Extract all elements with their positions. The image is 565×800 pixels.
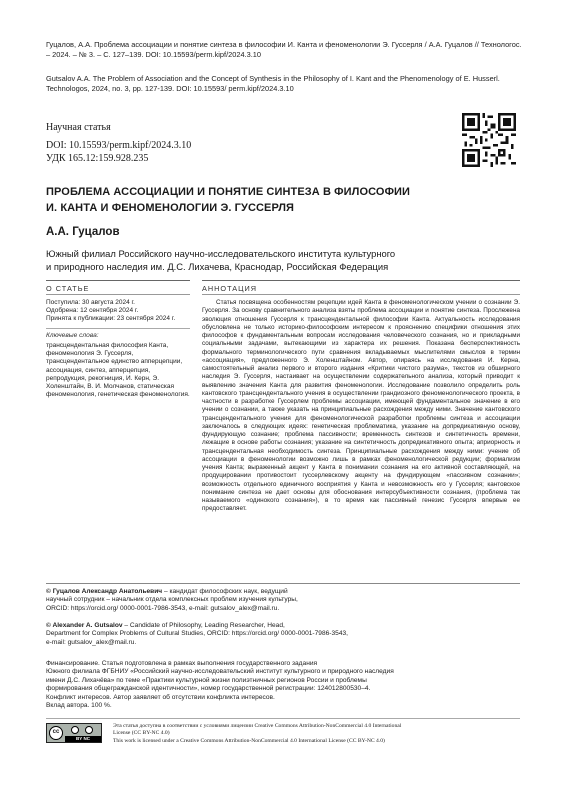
funding-block (46, 660, 520, 710)
cc-badge-circle (49, 726, 63, 740)
affiliation-line-1: Южный филиал Российского научно-исследовательского института культурного (46, 248, 396, 259)
cc-by-nc-badge-icon[interactable] (46, 723, 102, 743)
license-ru-line2: License (CC BY-NC 4.0) (113, 730, 170, 737)
nc-dollar-icon (85, 726, 93, 734)
keywords: трансцендентальная философия Канта, феноменология Э. Гуссерля, трансцендентальное единство апперцепции, ассоциация, синтез, апперцепция, репродукция, рекогниция, И. Керн, Э. Холенштайн, В. И. Молчанов, статическая феноменология, генетическая феноменология. (46, 342, 190, 399)
funding-line-1: Финансирование. Статья подготовлена в рамках выполнения государственного задания (46, 660, 318, 667)
cc-badge-text: BY NC (76, 736, 90, 741)
affiliation (46, 247, 516, 273)
license-text (113, 723, 523, 745)
person-icon (71, 726, 79, 734)
license-ru-line1: Эта статья доступна в соответствии с условиями лицензии Creative Commons Attribution-NonCommercial 4.0 International (113, 723, 402, 729)
license-rule (46, 718, 520, 719)
author-info-en-name: © Alexander A. Gutsalov (46, 622, 123, 629)
abstract-heading: АННОТАЦИЯ (202, 284, 258, 293)
conflict-of-interest: Конфликт интересов. Автор заявляет об отсутствии конфликта интересов. (46, 693, 275, 701)
citation-en: Gutsalov A.A. The Problem of Association and the Concept of Synthesis in the Philosophy of I. Kant and the Phenomenology of E. Husserl. Technologos, 2024, no. 3, pp. 127-139. DOI: 10.15593/ perm.kipf/2024.3.10 (46, 74, 500, 93)
dates-block (46, 299, 196, 324)
funding-line-4: формирования общегражданской идентичности», номер государственной регистрации: 124012800530–4. (46, 685, 371, 693)
author-info-en-line1: – Candidate of Philosophy, Leading Researcher, Head, (122, 622, 285, 629)
about-heading: О СТАТЬЕ (46, 284, 90, 293)
about-rule-2 (46, 294, 190, 295)
title-line-1: ПРОБЛЕМА АССОЦИАЦИИ И ПОНЯТИЕ СИНТЕЗА В ФИЛОСОФИИ (46, 186, 411, 198)
author-info-rule (46, 583, 520, 584)
title-line-2: И. КАНТА И ФЕНОМЕНОЛОГИИ Э. ГУССЕРЛЯ (46, 202, 295, 214)
author-name: А.А. Гуцалов (46, 226, 120, 238)
abstract-rule (202, 280, 520, 281)
accepted-date: Принята к публикации: 23 сентября 2024 г. (46, 315, 176, 323)
cc-badge-label: cc (52, 729, 60, 735)
author-info-en (46, 622, 520, 647)
funding-line-3: имени Д.С. Лихачёва» по теме «Практики культурной жизни полиэтничных регионов России и проблемы (46, 676, 367, 684)
funding-line-2: Южного филиала ФГБНИУ «Российский научно-исследовательский институт культурного и природного наследия (46, 668, 394, 676)
affiliation-line-2: и природного наследия им. Д.С. Лихачева, Краснодар, Российская Федерация (46, 261, 389, 272)
abstract (202, 299, 520, 514)
author-info-en-line2: Department for Complex Problems of Cultural Studies, ORCID: https://orcid.org/ 0000-0001-7986-3543, (46, 630, 348, 638)
citation-ru: Гуцалов, А.А. Проблема ассоциации и понятие синтеза в философии И. Канта и феноменологии Э. Гуссерля / А.А. Гуцалов // Технологос. – 2024. – № 3. – С. 127–139. DOI: 10.15593/perm.kipf/2024.3.10 (46, 40, 522, 59)
author-info-ru (46, 588, 520, 613)
about-rule (46, 280, 190, 281)
qr-code-icon (462, 113, 516, 167)
author-contribution: Вклад автора. 100 %. (46, 702, 112, 710)
doi[interactable]: DOI: 10.15593/perm.kipf/2024.3.10 (46, 140, 192, 151)
abstract-rule-2 (202, 294, 520, 295)
author-info-ru-line2: научный сотрудник – начальник отдела комплексных проблем изучения культуры, (46, 596, 298, 604)
article-type: Научная статья (46, 122, 111, 133)
dates-rule (46, 328, 190, 329)
received-date: Поступила: 30 августа 2024 г. (46, 299, 135, 306)
approved-date: Одобрена: 12 сентября 2024 г. (46, 307, 139, 315)
udk: УДК 165.12:159.928.235 (46, 153, 149, 164)
article-title (46, 184, 516, 216)
license-en-line1: This work is licensed under a Creative Commons Attribution-NonCommercial 4.0 International License (CC BY-NC 4.0) (113, 737, 385, 744)
author-info-en-line3[interactable]: e-mail: gutsalov_alex@mail.ru. (46, 638, 137, 646)
abstract-text: Статья посвящена особенностям рецепции идей Канта в феноменологическом учении о сознании Э. Гуссерля. За основу сравнительного анализа взяты проблема ассоциации и понятие синтеза. Прослежена эволюция отношения Гуссерля к трансцендентальной философии Канта. Актуальность исследования обусловлена не только историко-философским интересом к прояснению специфики отношения этих философов к фундаментальным вопросам исследования человеческого сознания, но и прикладными социальными задачами, вытекающими из характера их решения. Показана бесперспективность формального терминологического пути сравнения вкладываемых мыслителями смыслов в термин «ассоциация», предложенного Э. Холенштайном. Автор, опираясь на исследования И. Керна, самостоятельный анализ первого и второго издания «Критики чистого разума», текстов из обширного наследия Э. Гуссерля, настаивает на осуществлении содержательного анализа, который приводит к выявлению значения Канта для развития феноменологии. Исследование позволило определить роль кантовского трансцендентального учения в осуществлении грандиозного феноменологического проекта, в частности в разработке Гуссерлем проблемы ассоциации, имеющей фундаментальное значение в его учении о сознании, а также указать на принципиальные расхождения между ними. Значение кантовского трансцендентального учения для феноменологической разработки проблемы синтеза и ассоциации заключалось в следующих идеях: генетическая проблематика, указание на допредикативную основу, фундирующую сознание; проблема пассивности; временность синтезов и синтетичность времени, лежащие в основе работы сознания; указание на синтетичность допредикативного опыта; априорность и трансцендентальная необходимость синтеза. Принципиальные расхождения между ними: учение об ассоциации в феноменологии возможно лишь в рамках феноменологической редукции; формализм учения Канта; выраженный акцент у Канта в понимании сознания на его активной составляющей, на продуцировании противостоит гуссерлевскому акценту на фундирующем «пассивном сознании»; возможность отдельного единичного восприятия у Канта и невозможность его у Гуссерля; кантовское понимание синтеза не дает основы для обоснования интерсубъективности сознания, (проблема так называемого «одинокого сознания»), в то время как пассивный генезис Гуссерля впервые ее предоставляет. (202, 299, 520, 513)
author-info-ru-line3[interactable]: ORCID: https://orcid.org/ 0000-0001-7986-3543, e-mail: gutsalov_alex@mail.ru. (46, 604, 280, 612)
author-info-ru-name: © Гуцалов Александр Анатольевич (46, 588, 163, 595)
author-info-ru-line1: – кандидат философских наук, ведущий (162, 588, 288, 595)
keywords-heading: Ключевые слова: (46, 332, 99, 339)
cc-badge-strip (65, 736, 101, 742)
